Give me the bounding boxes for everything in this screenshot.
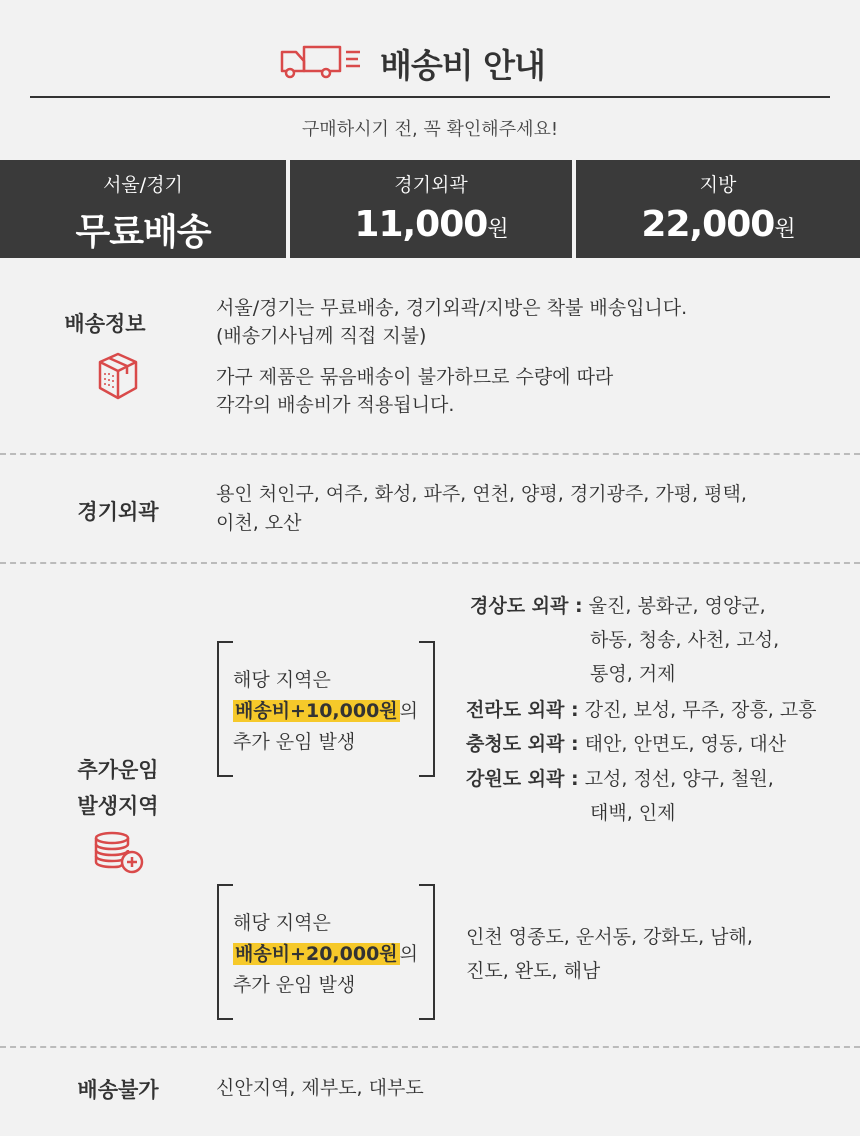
coins-plus-icon (92, 830, 146, 876)
truck-icon (278, 44, 368, 80)
delivery-info-line: (배송기사님께 직접 지불) (216, 325, 427, 347)
gyeonggi-outer-line: 용인 처인구, 여주, 화성, 파주, 연천, 양평, 경기광주, 가평, 평택, (216, 483, 747, 505)
extra-fee-box-10000 (217, 641, 435, 777)
no-delivery-text: 신안지역, 제부도, 대부도 (216, 1077, 424, 1099)
price-region: 경기외곽 (394, 174, 468, 196)
price-region: 지방 (699, 174, 737, 196)
region-row: 경상도 외곽 : 울진, 봉화군, 영양군, (470, 595, 766, 617)
delivery-info-line: 각각의 배송비가 적용됩니다. (216, 394, 455, 416)
region-row: 강원도 외곽 : 고성, 정선, 양구, 철원, (466, 768, 774, 790)
section-divider (0, 1046, 860, 1048)
region-row: 진도, 완도, 해남 (466, 960, 601, 982)
price-amount: 무료배송 (75, 212, 211, 253)
header-divider (30, 96, 830, 98)
extra-fee-highlight: 배송비+20,000원 (235, 943, 398, 965)
box-icon (97, 350, 139, 402)
gyeonggi-outer-line: 이천, 오산 (216, 512, 302, 534)
extra-fee-highlight: 배송비+10,000원 (235, 700, 398, 722)
region-row-cont: 태백, 인제 (590, 802, 676, 824)
page-header (0, 0, 860, 97)
no-delivery-label: 배송불가 (77, 1078, 159, 1102)
price-amount: 22,000원 (641, 204, 795, 245)
region-row: 인천 영종도, 운서동, 강화도, 남해, (466, 926, 753, 948)
region-row-cont: 통영, 거제 (590, 663, 676, 685)
extra-fee-text: 해당 지역은 배송비+10,000원 의 추가 운임 발생 (233, 669, 419, 753)
page-subtitle: 구매하시기 전, 꼭 확인해주세요! (301, 119, 559, 140)
price-province (576, 160, 860, 258)
section-divider (0, 453, 860, 455)
region-row: 충청도 외곽 : 태안, 안면도, 영동, 대산 (466, 733, 787, 755)
price-seoul (0, 160, 286, 258)
section-divider (0, 562, 860, 564)
price-gyeonggi-outer (290, 160, 572, 258)
region-row-cont: 하동, 청송, 사천, 고성, (590, 629, 780, 651)
gyeonggi-outer-label: 경기외곽 (77, 500, 159, 524)
price-region: 서울/경기 (103, 174, 183, 196)
delivery-info-line: 가구 제품은 묶음배송이 불가하므로 수량에 따라 (216, 366, 614, 388)
delivery-info-label: 배송정보 (64, 312, 146, 336)
price-amount: 11,000원 (354, 204, 508, 245)
page-title: 배송비 안내 (380, 46, 545, 85)
extra-fee-label: 추가운임 발생지역 (77, 758, 159, 818)
price-bar (0, 160, 860, 258)
extra-fee-text: 해당 지역은 배송비+20,000원 의 추가 운임 발생 (233, 912, 419, 996)
region-row: 전라도 외곽 : 강진, 보성, 무주, 장흥, 고흥 (466, 699, 817, 721)
delivery-info-line: 서울/경기는 무료배송, 경기외곽/지방은 착불 배송입니다. (216, 297, 688, 319)
extra-fee-box-20000 (217, 884, 435, 1020)
